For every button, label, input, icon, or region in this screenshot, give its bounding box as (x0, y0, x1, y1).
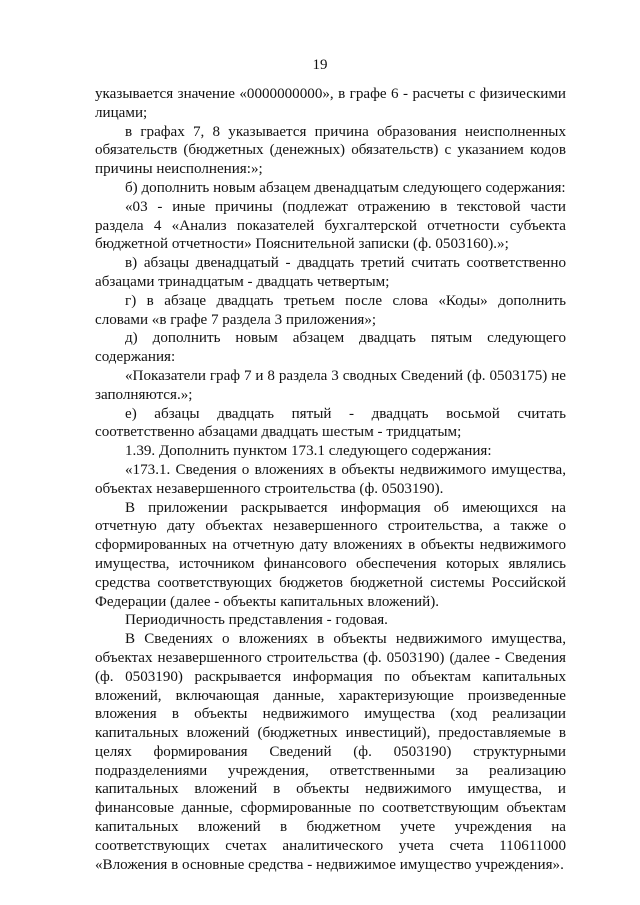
paragraph: «03 - иные причины (подлежат отражению в текстовой части раздела 4 «Анализ показателей бухгалтерской отчетности субъекта бюджетной отчетности» Пояснительной записки (ф. 0503160).»; (95, 198, 566, 253)
paragraph: «173.1. Сведения о вложениях в объекты недвижимого имущества, объектах незавершенного строительства (ф. 0503190). (95, 461, 566, 497)
paragraph: В Сведениях о вложениях в объекты недвижимого имущества, объектах незавершенного строительства (ф. 0503190) (далее - Сведения (ф. 0503190) раскрывается информация по объектам капитальных вложений, включающая данные, характеризующие произведенные вложения в объекты недвижимого имущества (ход реализации капитальных вложений (бюджетных инвестиций), предоставляемые в целях формирования Сведений (ф. 0503190) структурными подразделениями учреждения, ответственными за реализацию капитальных вложений в объекты недвижимого имущества, и финансовые данные, сформированные по соответствующим объектам капитальных вложений в бюджетном учете учреждения на соответствующих счетах аналитического учета счета 110611000 «Вложения в основные средства - недвижимое имущество учреждения». (95, 631, 566, 873)
document-body (95, 85, 566, 874)
paragraph: б) дополнить новым абзацем двенадцатым следующего содержания: (125, 179, 566, 196)
page-number: 19 (312, 57, 328, 73)
paragraph: е) абзацы двадцать пятый - двадцать восьмой считать соответственно абзацами двадцать шестым - тридцатым; (95, 405, 566, 441)
paragraph: 1.39. Дополнить пунктом 173.1 следующего содержания: (125, 443, 492, 460)
paragraph: в графах 7, 8 указывается причина образования неисполненных обязательств (бюджетных (денежных) обязательств) с указанием кодов причины неисполнения:»; (95, 123, 566, 178)
paragraph: указывается значение «0000000000», в графе 6 - расчеты с физическими лицами; (95, 86, 566, 121)
paragraph: в) абзацы двенадцатый - двадцать третий считать соответственно абзацами тринадцатым - двадцать четвертым; (95, 255, 566, 290)
paragraph: Периодичность представления - годовая. (125, 612, 388, 629)
paragraph: д) дополнить новым абзацем двадцать пятым следующего содержания: (95, 330, 566, 366)
paragraph: В приложении раскрывается информация об имеющихся на отчетную дату объектах незавершенного строительства, а также о сформированных на отчетную дату вложениях в объекты недвижимого имущества, источником финансового обеспечения которых являлись средства соответствующих бюджетов бюджетной системы Российской Федерации (далее - объекты капитальных вложений). (95, 499, 566, 610)
paragraph: «Показатели граф 7 и 8 раздела 3 сводных Сведений (ф. 0503175) не заполняются.»; (95, 367, 566, 403)
paragraph: г) в абзаце двадцать третьем после слова «Коды» дополнить словами «в графе 7 раздела 3 приложения»; (95, 292, 566, 328)
